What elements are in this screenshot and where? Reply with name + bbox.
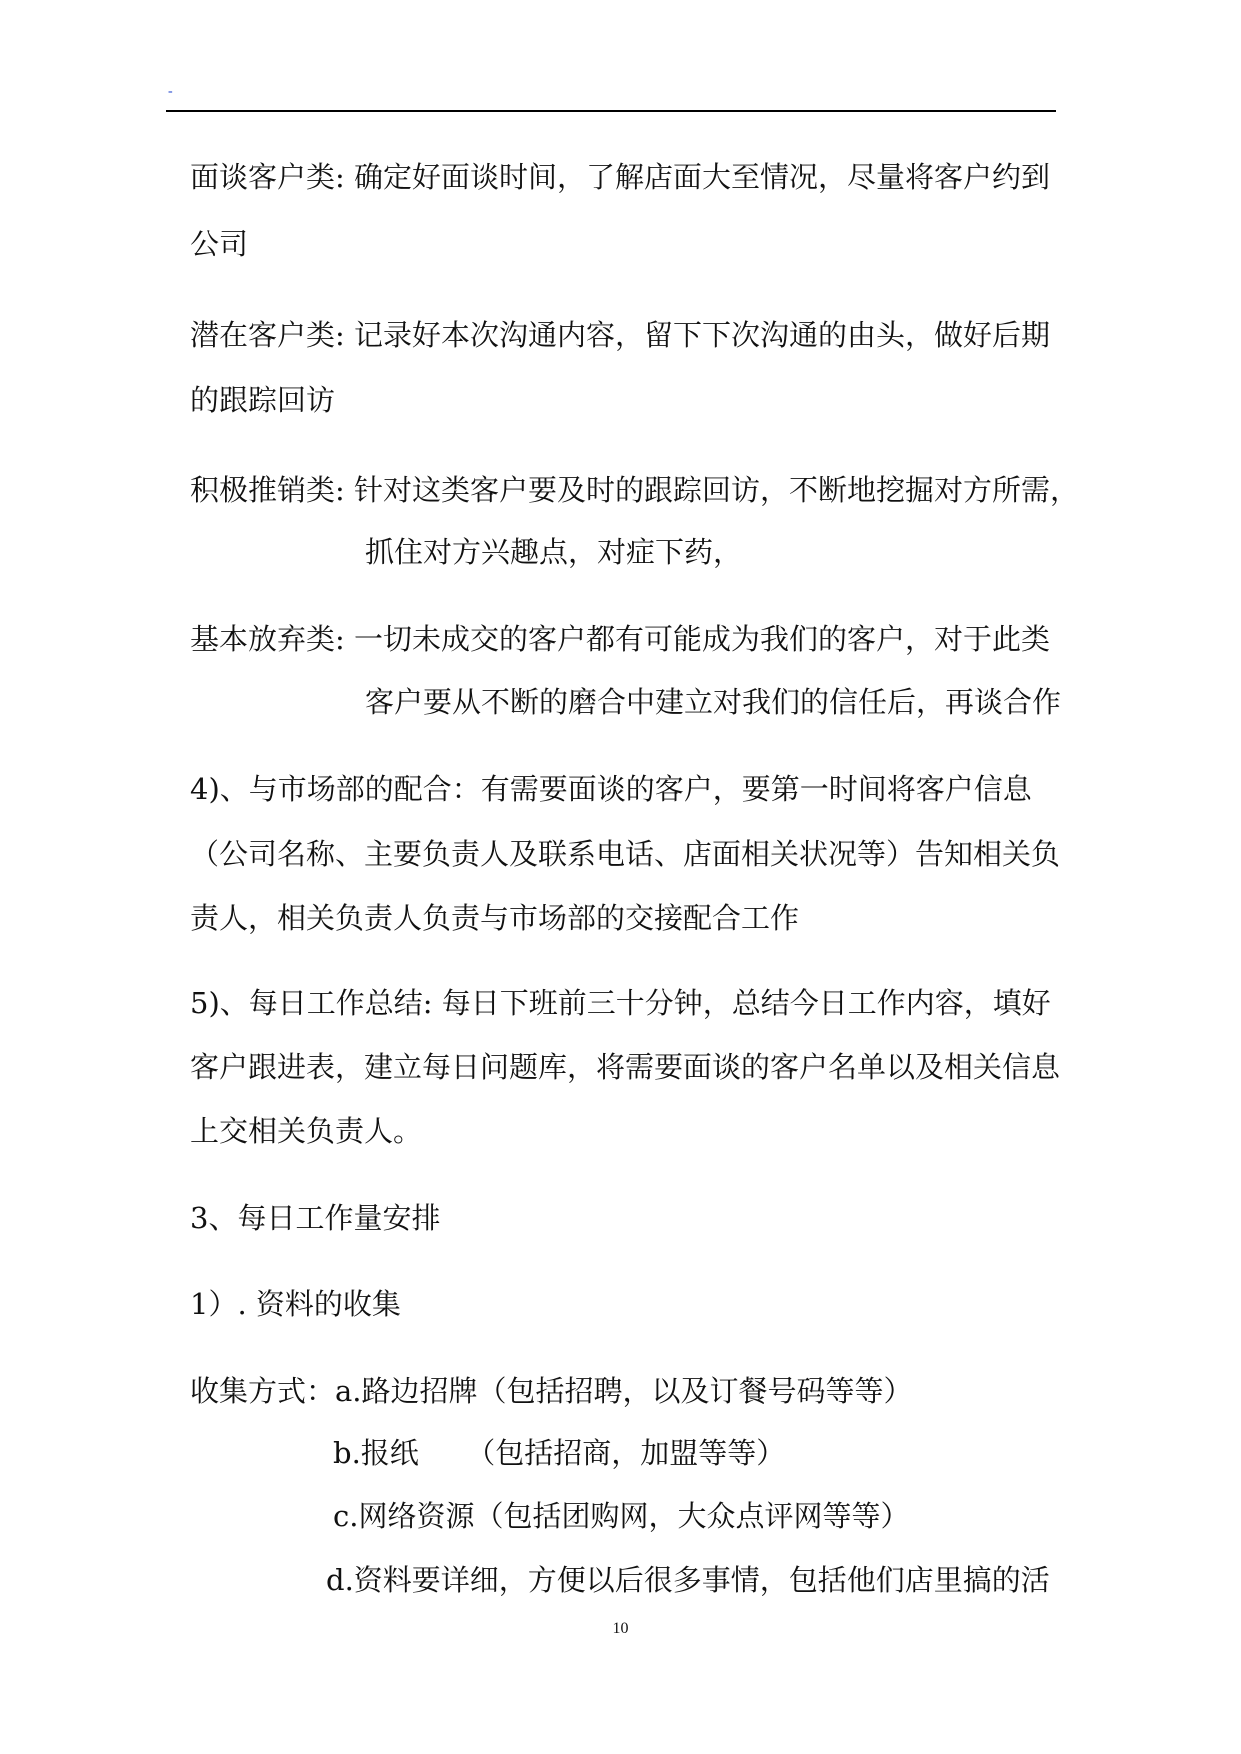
paragraph-line: 抓住对方兴趣点，对症下药， — [365, 535, 743, 569]
page-number: 10 — [612, 1620, 629, 1637]
list-item: b.报纸 （包括招商，加盟等等） — [333, 1436, 786, 1470]
list-item: 收集方式：a.路边招牌（包括招聘，以及订餐号码等等） — [190, 1374, 913, 1408]
paragraph-line: 5)、每日工作总结: 每日下班前三十分钟，总结今日工作内容，填好 — [190, 986, 1051, 1020]
subsection-heading: 1）. 资料的收集 — [190, 1287, 401, 1321]
paragraph-line: 面谈客户类: 确定好面谈时间，了解店面大至情况，尽量将客户约到 — [190, 160, 1050, 194]
paragraph-line: 的跟踪回访 — [190, 383, 336, 417]
paragraph-line: （公司名称、主要负责人及联系电话、店面相关状况等）告知相关负 — [190, 837, 1061, 871]
section-heading: 3、每日工作量安排 — [190, 1201, 441, 1235]
paragraph-line: 客户要从不断的磨合中建立对我们的信任后，再谈合作 — [365, 685, 1062, 719]
list-item: c.网络资源（包括团购网，大众点评网等等） — [333, 1499, 910, 1533]
paragraph-line: 客户跟进表，建立每日问题库，将需要面谈的客户名单以及相关信息 — [190, 1050, 1061, 1084]
paragraph-line: 责人，相关负责人负责与市场部的交接配合工作 — [190, 901, 800, 935]
list-item: d.资料要详细，方便以后很多事情，包括他们店里搞的活 — [326, 1563, 1050, 1597]
header-rule — [166, 110, 1056, 112]
paragraph-line: 基本放弃类: 一切未成交的客户都有可能成为我们的客户，对于此类 — [190, 622, 1050, 656]
paragraph-line: 上交相关负责人。 — [190, 1114, 423, 1148]
paragraph-line: 公司 — [190, 227, 249, 261]
paragraph-line: 潜在客户类: 记录好本次沟通内容，留下下次沟通的由头，做好后期 — [190, 318, 1050, 352]
paragraph-line: 4)、与市场部的配合：有需要面谈的客户，要第一时间将客户信息 — [190, 772, 1032, 806]
header-mark: - — [168, 84, 173, 99]
paragraph-line: 积极推销类: 针对这类客户要及时的跟踪回访，不断地挖掘对方所需， — [190, 473, 1079, 507]
